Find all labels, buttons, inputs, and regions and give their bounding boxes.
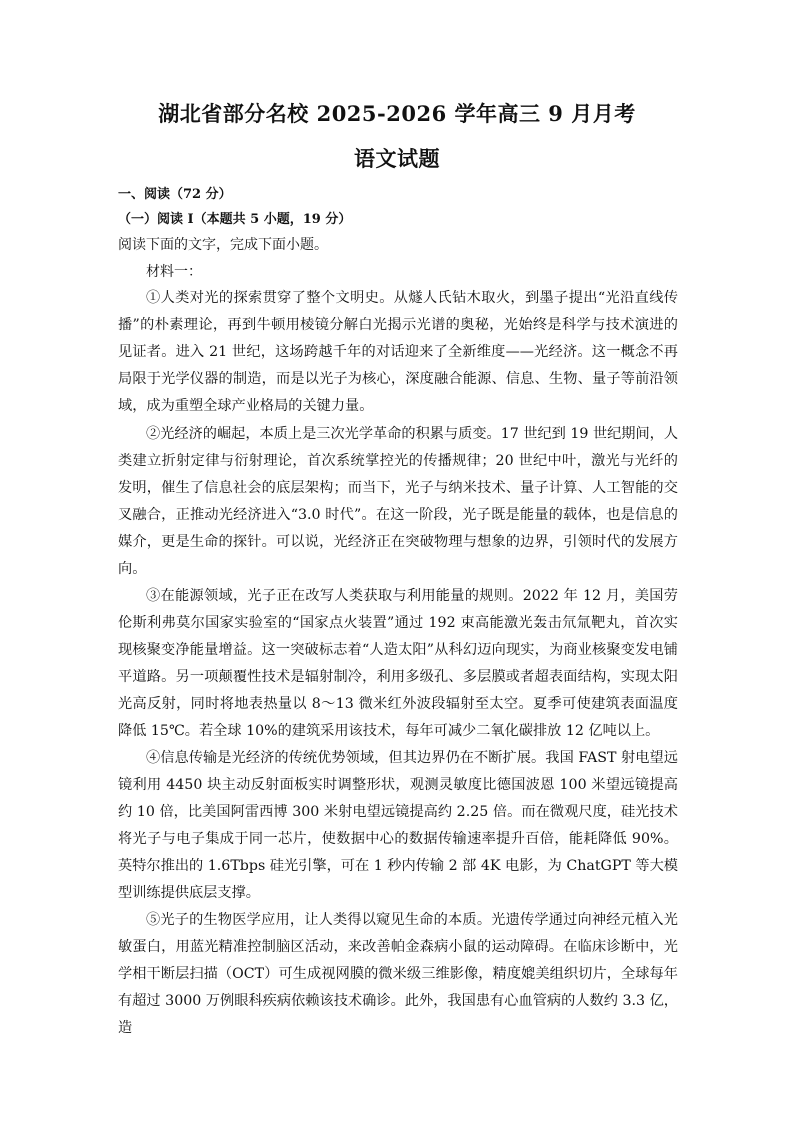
document-subtitle: 语文试题 xyxy=(354,146,440,171)
paragraph-3: ③在能源领域，光子正在改写人类获取与利用能量的规则。2022 年 12 月，美国劳伦斯利弗莫尔国家实验室的“国家点火装置”通过 192 束高能激光轰击氘氚靶丸，首次实现核聚变净能量增益。这一突破标志着“人造太阳”从科幻迈向现实，为商业核聚变发电铺平道路。另一项颠覆性技术是辐射制冷，利用多级孔、多层膜或者超表面结构，实现太阳光高反射，同时将地表热量以 8～13 微米红外波段辐射至太空。夏季可使建筑表面温度降低 15℃。若全球 10%的建筑采用该技术，每年可减少二氧化碳排放 12 亿吨以上。 xyxy=(118,588,678,739)
document-title: 湖北省部分名校 2025-2026 学年高三 9 月月考 xyxy=(158,101,636,126)
paragraph-2: ②光经济的崛起，本质上是三次光学革命的积累与质变。17 世纪到 19 世纪期间，人类建立折射定律与衍射理论，首次系统掌控光的传播规律；20 世纪中叶，激光与光纤的发明，催生了信息社会的底层架构；而当下，光子与纳米技术、量子计算、人工智能的交叉融合，正推动光经济进入“3.0 时代”。在这一阶段，光子既是能量的载体，也是信息的媒介，更是生命的探针。可以说，光经济正在突破物理与想象的边界，引领时代的发展方向。 xyxy=(118,426,679,577)
instruction-text: 阅读下面的文字，完成下面小题。 xyxy=(118,237,328,253)
paragraph-5: ⑤光子的生物医学应用，让人类得以窥见生命的本质。光遗传学通过向神经元植入光敏蛋白，用蓝光精准控制脑区活动，来改善帕金森病小鼠的运动障碍。在临床诊断中，光学相干断层扫描（OCT）可生成视网膜的微米级三维影像，精度媲美组织切片，全球每年有超过 3000 万例眼科疾病依赖该技术确诊。此外，我国患有心血管病的人数约 3.3 亿，造 xyxy=(118,912,678,1036)
paragraph-1: ①人类对光的探索贯穿了整个文明史。从燧人氏钻木取火，到墨子提出“光沿直线传播”的朴素理论，再到牛顿用棱镜分解白光揭示光谱的奥秘，光始终是科学与技术演进的见证者。进入 21 世纪，这场跨越千年的对话迎来了全新维度——光经济。这一概念不再局限于光学仪器的制造，而是以光子为核心，深度融合能源、信息、生物、量子等前沿领域，成为重塑全球产业格局的关键力量。 xyxy=(118,290,678,414)
section-heading-reading: 一、阅读（72 分） xyxy=(118,187,232,202)
material-label: 材料一： xyxy=(146,264,202,280)
section-heading-reading-1: （一）阅读 I（本题共 5 小题，19 分） xyxy=(118,212,352,227)
paragraph-4: ④信息传输是光经济的传统优势领域，但其边界仍在不断扩展。我国 FAST 射电望远镜利用 4450 块主动反射面板实时调整形状，观测灵敏度比德国波恩 100 米望远镜提高约 10 倍，比美国阿雷西博 300 米射电望远镜提高约 2.25 倍。而在微观尺度，硅光技术将光子与电子集成于同一芯片，使数据中心的数据传输速率提升百倍，能耗降低 90%。英特尔推出的 1.6Tbps 硅光引擎，可在 1 秒内传输 2 部 4K 电影，为 ChatGPT 等大模型训练提供底层支撑。 xyxy=(118,750,678,901)
